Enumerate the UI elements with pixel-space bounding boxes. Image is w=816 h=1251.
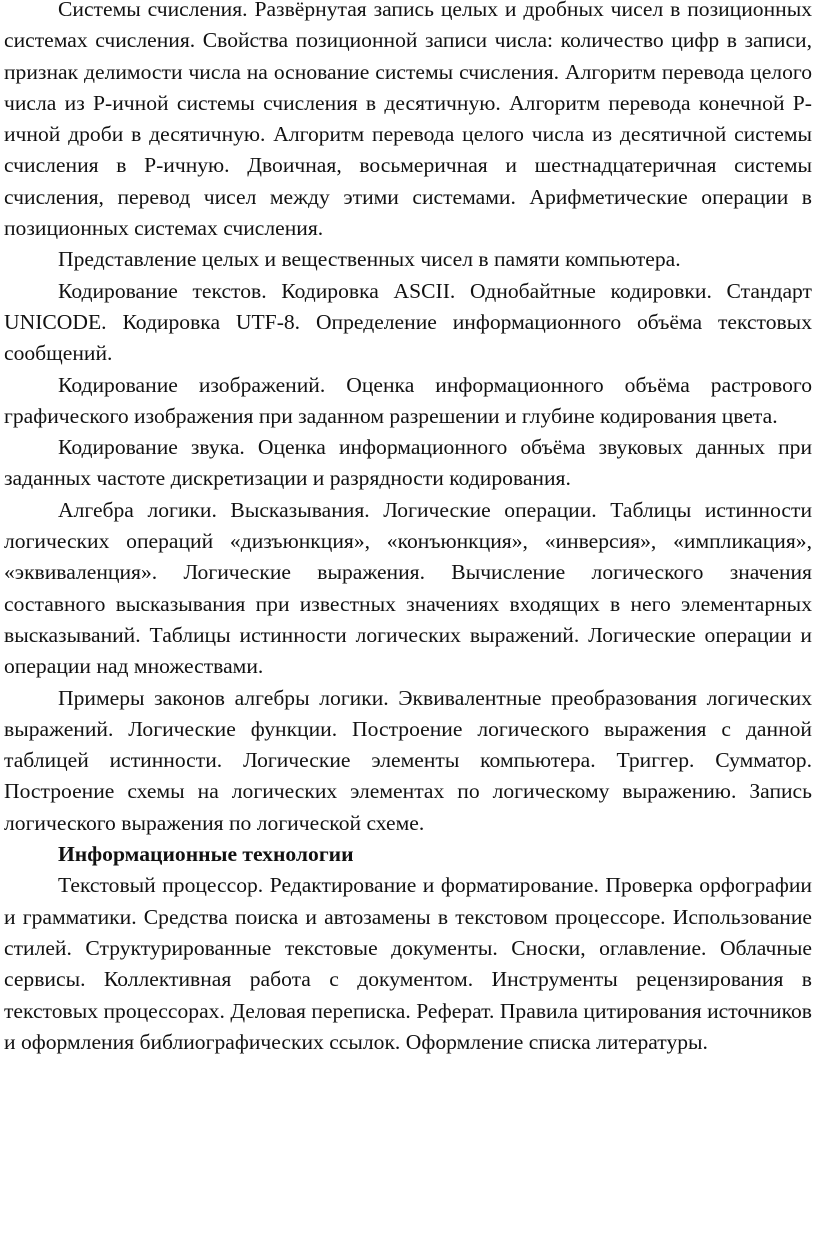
paragraph-logic-laws: Примеры законов алгебры логики. Эквивалентные преобразования логических выражений. Логические функции. Построение логического выражения с данной таблицей истинности. Логические элементы компьютера. Триггер. Сумматор. Построение схемы на логических элементах по логическому выражению. Запись логического выражения по логической схеме. <box>4 685 812 835</box>
paragraph-number-representation: Представление целых и вещественных чисел в памяти компьютера. <box>58 247 681 272</box>
paragraph-number-systems: Системы счисления. Развёрнутая запись целых и дробных чисел в позиционных системах счисления. Свойства позиционной записи числа: количество цифр в записи, признак делимости числа на основание системы счисления. Алгоритм перевода целого числа из Р-ичной системы счисления в десятичную. Алгоритм перевода конечной Р-ичной дроби в десятичную. Алгоритм перевода целого числа из десятичной системы счисления в Р-ичную. Двоичная, восьмеричная и шестнадцатеричная системы счисления, перевод чисел между этими системами. Арифметические операции в позиционных системах счисления. <box>4 0 812 241</box>
paragraph-text-processor: Текстовый процессор. Редактирование и форматирование. Проверка орфографии и грамматики. Средства поиска и автозамены в текстовом процессоре. Использование стилей. Структурированные текстовые документы. Сноски, оглавление. Облачные сервисы. Коллективная работа с документом. Инструменты рецензирования в текстовых процессорах. Деловая переписка. Реферат. Правила цитирования источников и оформления библиографических ссылок. Оформление списка литературы. <box>4 873 812 1054</box>
paragraph-image-encoding: Кодирование изображений. Оценка информационного объёма растрового графического изображения при заданном разрешении и глубине кодирования цвета. <box>4 372 812 428</box>
section-heading: Информационные технологии <box>58 842 354 867</box>
paragraph-text-encoding: Кодирование текстов. Кодировка ASCII. Однобайтные кодировки. Стандарт UNICODE. Кодировка UTF-8. Определение информационного объёма текстовых сообщений. <box>4 278 812 366</box>
paragraph-logic-algebra: Алгебра логики. Высказывания. Логические операции. Таблицы истинности логических операций «дизъюнкция», «конъюнкция», «инверсия», «импликация», «эквиваленция». Логические выражения. Вычисление логического значения составного высказывания при известных значениях входящих в него элементарных высказываний. Таблицы истинности логических выражений. Логические операции и операции над множествами. <box>4 497 812 679</box>
paragraph-sound-encoding: Кодирование звука. Оценка информационного объёма звуковых данных при заданных частоте дискретизации и разрядности кодирования. <box>4 435 812 491</box>
